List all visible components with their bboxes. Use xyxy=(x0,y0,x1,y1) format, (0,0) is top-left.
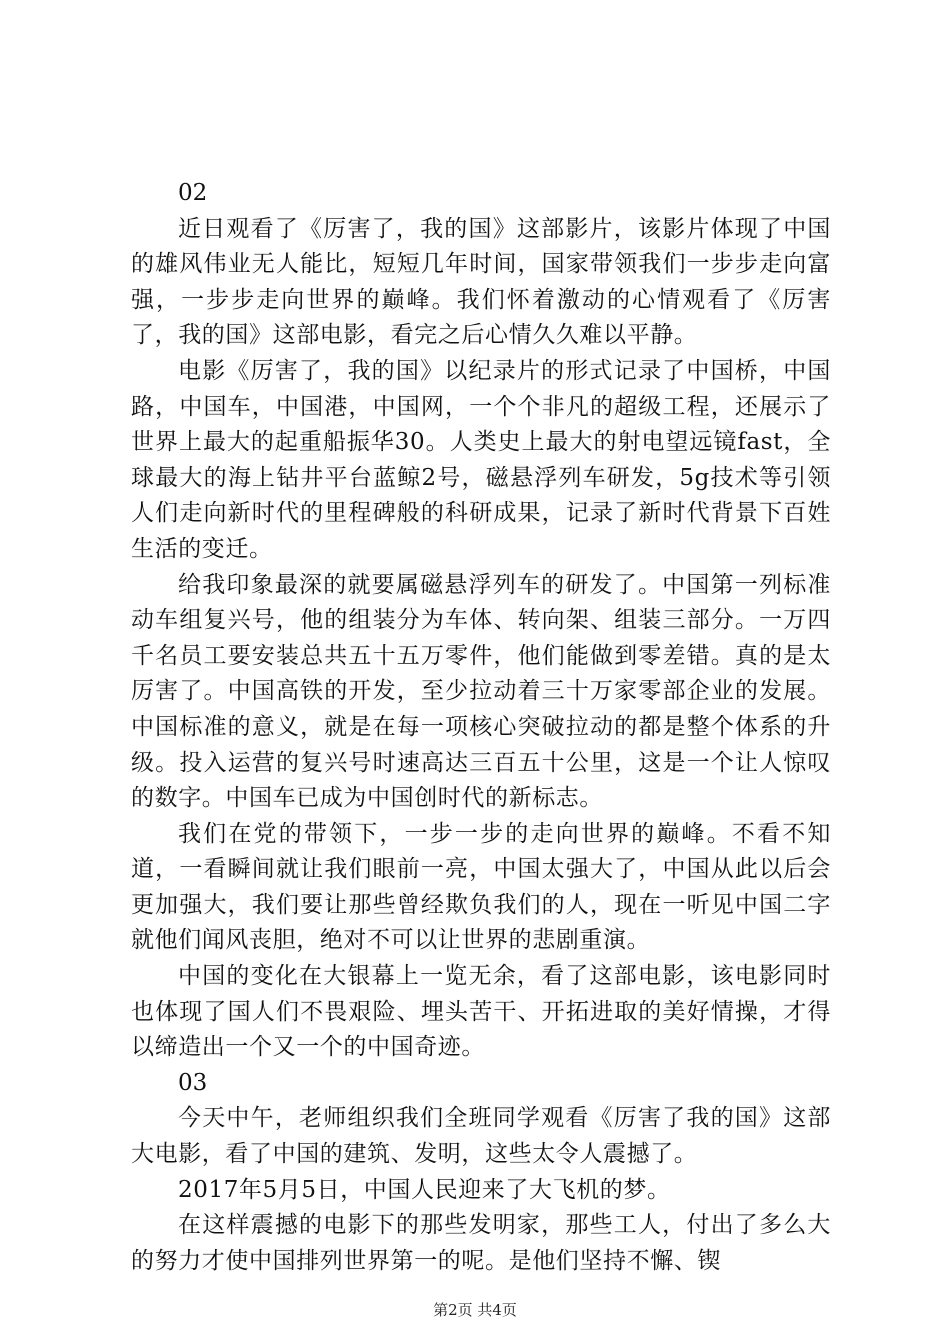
paragraph: 2017年5月5日，中国人民迎来了大飞机的梦。 xyxy=(178,1176,671,1203)
document-body xyxy=(131,176,831,1279)
page-footer: 第2页 共4页 xyxy=(433,1301,517,1319)
paragraph: 今天中午，老师组织我们全班同学观看《厉害了我的国》这部大电影，看了中国的建筑、发明，这些太令人震撼了。 xyxy=(131,1105,831,1168)
paragraph: 在这样震撼的电影下的那些发明家，那些工人，付出了多么大的努力才使中国排列世界第一的呢。是他们坚持不懈、锲 xyxy=(131,1212,831,1274)
paragraph: 近日观看了《厉害了，我的国》这部影片，该影片体现了中国的雄风伟业无人能比，短短几年时间，国家带领我们一步步走向富强，一步步走向世界的巅峰。我们怀着激动的心情观看了《厉害了，我的国》这部电影，看完之后心情久久难以平静。 xyxy=(131,215,831,349)
section-number: 03 xyxy=(178,1069,208,1096)
paragraph: 中国的变化在大银幕上一览无余，看了这部电影，该电影同时也体现了国人们不畏艰险、埋头苦干、开拓进取的美好情操，才得以缔造出一个又一个的中国奇迹。 xyxy=(131,963,831,1061)
paragraph: 给我印象最深的就要属磁悬浮列车的研发了。中国第一列标准动车组复兴号，他的组装分为车体、转向架、组装三部分。一万四千名员工要安装总共五十五万零件，他们能做到零差错。真的是太厉害了。中国高铁的开发，至少拉动着三十万家零部企业的发展。中国标准的意义，就是在每一项核心突破拉动的都是整个体系的升级。投入运营的复兴号时速高达三百五十公里，这是一个让人惊叹的数字。中国车已成为中国创时代的新标志。 xyxy=(131,571,831,812)
section-number: 02 xyxy=(178,180,208,206)
paragraph: 我们在党的带领下，一步一步的走向世界的巅峰。不看不知道，一看瞬间就让我们眼前一亮，中国太强大了，中国从此以后会更加强大，我们要让那些曾经欺负我们的人，现在一听见中国二字就他们闻风丧胆，绝对不可以让世界的悲剧重演。 xyxy=(131,820,831,954)
paragraph: 电影《厉害了，我的国》以纪录片的形式记录了中国桥，中国路，中国车，中国港，中国网，一个个非凡的超级工程，还展示了世界上最大的起重船振华30。人类史上最大的射电望远镜fast，全球最大的海上钻井平台蓝鲸2号，磁悬浮列车研发，5g技术等引领人们走向新时代的里程碑般的科研成果，记录了新时代背景下百姓生活的变迁。 xyxy=(131,357,831,562)
